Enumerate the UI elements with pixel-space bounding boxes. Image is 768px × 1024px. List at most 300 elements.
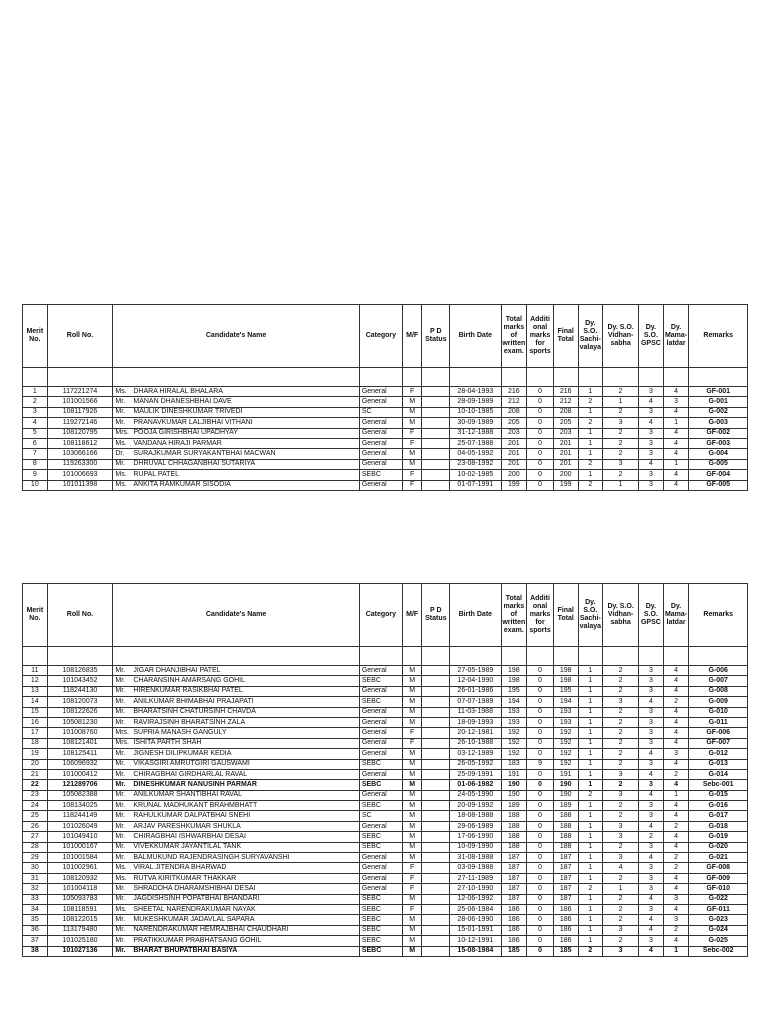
table-row bbox=[23, 925, 748, 935]
cell-total-marks: 203 bbox=[501, 428, 527, 438]
cell-pref-gpsc: 3 bbox=[639, 717, 664, 727]
cell-merit-no: 35 bbox=[23, 915, 48, 925]
cell-total-marks: 201 bbox=[501, 449, 527, 459]
cell-mf: M bbox=[402, 811, 422, 821]
cell-total-marks: 199 bbox=[501, 480, 527, 490]
cell-pref-mamlatdar: 2 bbox=[663, 769, 689, 779]
cell-category: SEBC bbox=[359, 842, 402, 852]
cell-total-marks: 185 bbox=[501, 946, 527, 956]
cell-merit-no: 8 bbox=[23, 459, 48, 469]
cell-pref-vidhansabha: 3 bbox=[603, 459, 639, 469]
cell-category: General bbox=[359, 863, 402, 873]
name-text: RUPAL PATEL bbox=[133, 470, 180, 478]
cell-candidate-name bbox=[113, 717, 359, 727]
cell-roll-no: 108118591 bbox=[47, 904, 113, 914]
cell-category: SEBC bbox=[359, 801, 402, 811]
table-row bbox=[23, 707, 748, 717]
cell-pref-vidhansabha: 3 bbox=[603, 853, 639, 863]
cell-pd-status bbox=[422, 387, 450, 397]
cell-candidate-name bbox=[113, 925, 359, 935]
cell-roll-no: 103066166 bbox=[47, 449, 113, 459]
cell-roll-no: 101000412 bbox=[47, 769, 113, 779]
cell-roll-no: 108125411 bbox=[47, 749, 113, 759]
cell-candidate-name bbox=[113, 407, 359, 417]
cell-pref-sachivalaya: 1 bbox=[578, 769, 603, 779]
cell-birth-date: 29-06-1989 bbox=[450, 821, 501, 831]
cell-pref-vidhansabha: 2 bbox=[603, 686, 639, 696]
cell-mf: M bbox=[402, 915, 422, 925]
cell-pref-sachivalaya: 1 bbox=[578, 936, 603, 946]
name-text: ANILKUMAR SHANTIBHAI RAVAL bbox=[133, 791, 243, 799]
cell-remarks: G-003 bbox=[689, 418, 748, 428]
cell-pref-sachivalaya: 1 bbox=[578, 686, 603, 696]
cell-candidate-name bbox=[113, 842, 359, 852]
cell-pref-mamlatdar: 1 bbox=[663, 418, 689, 428]
cell-roll-no: 101008760 bbox=[47, 728, 113, 738]
cell-remarks: G-001 bbox=[689, 397, 748, 407]
name-text: DHRUVAL CHHAGANBHAI SUTARIYA bbox=[133, 460, 256, 468]
cell-pref-vidhansabha: 2 bbox=[603, 873, 639, 883]
cell-mf: M bbox=[402, 686, 422, 696]
name-title: Mr. bbox=[115, 936, 126, 944]
cell-pref-mamlatdar: 1 bbox=[663, 790, 689, 800]
cell-final-total: 186 bbox=[553, 915, 578, 925]
cell-roll-no: 101001566 bbox=[47, 397, 113, 407]
cell-remarks: G-022 bbox=[689, 894, 748, 904]
cell-merit-no: 26 bbox=[23, 821, 48, 831]
cell-sports-marks: 0 bbox=[527, 790, 554, 800]
cell-pd-status bbox=[422, 459, 450, 469]
cell-pref-mamlatdar: 2 bbox=[663, 925, 689, 935]
cell-pref-vidhansabha: 2 bbox=[603, 936, 639, 946]
cell-total-marks: 187 bbox=[501, 894, 527, 904]
cell-remarks: Sebc-001 bbox=[689, 780, 748, 790]
cell-mf: F bbox=[402, 470, 422, 480]
cell-birth-date: 25-09-1991 bbox=[450, 769, 501, 779]
cell-birth-date: 01-07-1991 bbox=[450, 480, 501, 490]
cell-merit-no: 4 bbox=[23, 418, 48, 428]
name-text: ANILKUMAR BHIMABHAI PRAJAPATI bbox=[133, 697, 254, 705]
cell-pref-mamlatdar: 4 bbox=[663, 832, 689, 842]
cell-pref-gpsc: 3 bbox=[639, 666, 664, 676]
cell-birth-date: 12-04-1990 bbox=[450, 676, 501, 686]
cell-remarks: GF-001 bbox=[689, 387, 748, 397]
cell-mf: M bbox=[402, 790, 422, 800]
cell-merit-no: 20 bbox=[23, 759, 48, 769]
cell-birth-date: 20-09-1992 bbox=[450, 801, 501, 811]
table-row bbox=[23, 438, 748, 448]
cell-birth-date: 25-07-1988 bbox=[450, 438, 501, 448]
cell-final-total: 188 bbox=[553, 821, 578, 831]
cell-pref-sachivalaya: 1 bbox=[578, 853, 603, 863]
name-text: PRANAVKUMAR LALJIBHAI VITHANI bbox=[133, 418, 253, 426]
cell-pref-gpsc: 4 bbox=[639, 769, 664, 779]
cell-category: SEBC bbox=[359, 759, 402, 769]
cell-category: General bbox=[359, 717, 402, 727]
cell-merit-no: 11 bbox=[23, 666, 48, 676]
cell-sports-marks: 0 bbox=[527, 873, 554, 883]
cell-sports-marks: 0 bbox=[527, 418, 554, 428]
cell-remarks: G-021 bbox=[689, 853, 748, 863]
cell-candidate-name bbox=[113, 853, 359, 863]
cell-pd-status bbox=[422, 894, 450, 904]
cell-final-total: 198 bbox=[553, 676, 578, 686]
name-text: ARJAV PARESHKUMAR SHUKLA bbox=[133, 822, 241, 830]
cell-final-total: 187 bbox=[553, 884, 578, 894]
cell-pref-gpsc: 4 bbox=[639, 790, 664, 800]
cell-roll-no: 101011398 bbox=[47, 480, 113, 490]
cell-sports-marks: 0 bbox=[527, 459, 554, 469]
cell-sports-marks: 0 bbox=[527, 666, 554, 676]
cell-candidate-name bbox=[113, 936, 359, 946]
cell-pref-mamlatdar: 4 bbox=[663, 438, 689, 448]
cell-remarks: GF-009 bbox=[689, 873, 748, 883]
cell-merit-no: 7 bbox=[23, 449, 48, 459]
cell-merit-no: 25 bbox=[23, 811, 48, 821]
spacer-row bbox=[23, 368, 748, 387]
cell-mf: F bbox=[402, 904, 422, 914]
cell-pref-vidhansabha: 3 bbox=[603, 769, 639, 779]
header-remarks: Remarks bbox=[689, 305, 748, 368]
name-text: NARENDRAKUMAR HEMRAJBHAI CHAUDHARI bbox=[133, 926, 289, 934]
cell-pref-sachivalaya: 1 bbox=[578, 697, 603, 707]
cell-sports-marks: 0 bbox=[527, 925, 554, 935]
cell-pref-sachivalaya: 1 bbox=[578, 717, 603, 727]
cell-total-marks: 187 bbox=[501, 884, 527, 894]
cell-pref-sachivalaya: 1 bbox=[578, 811, 603, 821]
cell-remarks: G-023 bbox=[689, 915, 748, 925]
cell-candidate-name bbox=[113, 873, 359, 883]
cell-candidate-name bbox=[113, 811, 359, 821]
cell-category: SEBC bbox=[359, 946, 402, 956]
cell-pref-vidhansabha: 2 bbox=[603, 407, 639, 417]
cell-pref-mamlatdar: 4 bbox=[663, 801, 689, 811]
name-text: CHIRAGBHAI ISHWARBHAI DESAI bbox=[133, 832, 246, 840]
cell-birth-date: 24-05-1990 bbox=[450, 790, 501, 800]
cell-pref-vidhansabha: 2 bbox=[603, 738, 639, 748]
cell-merit-no: 6 bbox=[23, 438, 48, 448]
name-title: Mr. bbox=[115, 677, 126, 685]
cell-mf: M bbox=[402, 832, 422, 842]
cell-sports-marks: 0 bbox=[527, 438, 554, 448]
cell-pref-sachivalaya: 1 bbox=[578, 728, 603, 738]
cell-pd-status bbox=[422, 832, 450, 842]
name-title: Ms. bbox=[115, 481, 127, 489]
cell-pref-vidhansabha: 2 bbox=[603, 842, 639, 852]
cell-pref-gpsc: 3 bbox=[639, 936, 664, 946]
header-roll-no: Roll No. bbox=[47, 305, 113, 368]
cell-pref-gpsc: 4 bbox=[639, 925, 664, 935]
cell-remarks: G-010 bbox=[689, 707, 748, 717]
cell-pd-status bbox=[422, 873, 450, 883]
table-row bbox=[23, 407, 748, 417]
cell-total-marks: 189 bbox=[501, 801, 527, 811]
cell-roll-no: 108122626 bbox=[47, 707, 113, 717]
cell-total-marks: 188 bbox=[501, 811, 527, 821]
cell-final-total: 199 bbox=[553, 480, 578, 490]
cell-mf: M bbox=[402, 697, 422, 707]
cell-pref-gpsc: 4 bbox=[639, 821, 664, 831]
cell-candidate-name bbox=[113, 790, 359, 800]
cell-category: SEBC bbox=[359, 894, 402, 904]
cell-birth-date: 25-06-1984 bbox=[450, 904, 501, 914]
cell-pref-sachivalaya: 1 bbox=[578, 925, 603, 935]
cell-final-total: 205 bbox=[553, 418, 578, 428]
cell-birth-date: 27-05-1989 bbox=[450, 666, 501, 676]
cell-candidate-name bbox=[113, 676, 359, 686]
cell-candidate-name bbox=[113, 749, 359, 759]
cell-mf: M bbox=[402, 707, 422, 717]
cell-pd-status bbox=[422, 749, 450, 759]
cell-birth-date: 10-09-1990 bbox=[450, 842, 501, 852]
cell-mf: M bbox=[402, 769, 422, 779]
name-title: Mrs. bbox=[115, 429, 129, 437]
cell-roll-no: 101026049 bbox=[47, 821, 113, 831]
header-roll-no: Roll No. bbox=[47, 584, 113, 647]
cell-roll-no: 101006693 bbox=[47, 470, 113, 480]
cell-mf: M bbox=[402, 459, 422, 469]
cell-merit-no: 31 bbox=[23, 873, 48, 883]
cell-birth-date: 18-08-1988 bbox=[450, 811, 501, 821]
table-row bbox=[23, 459, 748, 469]
cell-pref-gpsc: 3 bbox=[639, 707, 664, 717]
name-text: KRUNAL MADHUKANT BRAHMBHATT bbox=[133, 801, 258, 809]
cell-category: General bbox=[359, 686, 402, 696]
cell-pref-mamlatdar: 4 bbox=[663, 449, 689, 459]
cell-birth-date: 31-08-1988 bbox=[450, 853, 501, 863]
name-text: MAULIK DINESHKUMAR TRIVEDI bbox=[133, 408, 243, 416]
cell-remarks: G-014 bbox=[689, 769, 748, 779]
cell-remarks: GF-011 bbox=[689, 904, 748, 914]
cell-pd-status bbox=[422, 418, 450, 428]
cell-candidate-name bbox=[113, 438, 359, 448]
cell-birth-date: 26-01-1986 bbox=[450, 686, 501, 696]
header-vidhansabha: Dy. S.O. Vidhan-sabha bbox=[603, 305, 639, 368]
cell-pref-sachivalaya: 1 bbox=[578, 801, 603, 811]
cell-final-total: 203 bbox=[553, 428, 578, 438]
cell-pref-sachivalaya: 1 bbox=[578, 894, 603, 904]
cell-pref-gpsc: 3 bbox=[639, 801, 664, 811]
cell-pref-vidhansabha: 2 bbox=[603, 801, 639, 811]
cell-remarks: GF-010 bbox=[689, 884, 748, 894]
cell-pref-vidhansabha: 2 bbox=[603, 915, 639, 925]
name-title: Ms. bbox=[115, 439, 127, 447]
cell-birth-date: 20-12-1981 bbox=[450, 728, 501, 738]
cell-remarks: G-012 bbox=[689, 749, 748, 759]
cell-mf: M bbox=[402, 801, 422, 811]
table-row bbox=[23, 738, 748, 748]
cell-mf: M bbox=[402, 449, 422, 459]
cell-final-total: 186 bbox=[553, 936, 578, 946]
cell-roll-no: 118244149 bbox=[47, 811, 113, 821]
cell-pref-gpsc: 3 bbox=[639, 759, 664, 769]
cell-pref-sachivalaya: 2 bbox=[578, 418, 603, 428]
cell-final-total: 190 bbox=[553, 780, 578, 790]
cell-birth-date: 03-12-1989 bbox=[450, 749, 501, 759]
cell-birth-date: 11-03-1988 bbox=[450, 707, 501, 717]
cell-pref-vidhansabha: 3 bbox=[603, 697, 639, 707]
cell-total-marks: 208 bbox=[501, 407, 527, 417]
cell-final-total: 192 bbox=[553, 728, 578, 738]
cell-roll-no: 108120795 bbox=[47, 428, 113, 438]
name-title: Mr. bbox=[115, 822, 126, 830]
cell-pref-gpsc: 3 bbox=[639, 407, 664, 417]
cell-total-marks: 198 bbox=[501, 676, 527, 686]
cell-final-total: 186 bbox=[553, 925, 578, 935]
cell-pref-sachivalaya: 1 bbox=[578, 407, 603, 417]
cell-pref-gpsc: 3 bbox=[639, 480, 664, 490]
cell-sports-marks: 0 bbox=[527, 717, 554, 727]
cell-merit-no: 38 bbox=[23, 946, 48, 956]
cell-pref-mamlatdar: 4 bbox=[663, 780, 689, 790]
cell-birth-date: 17-06-1990 bbox=[450, 832, 501, 842]
cell-final-total: 187 bbox=[553, 863, 578, 873]
cell-candidate-name bbox=[113, 387, 359, 397]
cell-pd-status bbox=[422, 863, 450, 873]
cell-merit-no: 16 bbox=[23, 717, 48, 727]
cell-category: General bbox=[359, 790, 402, 800]
cell-pd-status bbox=[422, 697, 450, 707]
cell-pref-gpsc: 4 bbox=[639, 459, 664, 469]
cell-birth-date: 01-06-1982 bbox=[450, 780, 501, 790]
cell-remarks: G-006 bbox=[689, 666, 748, 676]
cell-candidate-name bbox=[113, 697, 359, 707]
cell-total-marks: 186 bbox=[501, 936, 527, 946]
cell-mf: M bbox=[402, 717, 422, 727]
cell-candidate-name bbox=[113, 480, 359, 490]
name-title: Mrs. bbox=[115, 739, 129, 747]
cell-pd-status bbox=[422, 449, 450, 459]
cell-pd-status bbox=[422, 759, 450, 769]
cell-total-marks: 187 bbox=[501, 863, 527, 873]
cell-pref-vidhansabha: 1 bbox=[603, 397, 639, 407]
cell-mf: F bbox=[402, 873, 422, 883]
cell-pref-mamlatdar: 4 bbox=[663, 387, 689, 397]
cell-pd-status bbox=[422, 811, 450, 821]
name-title: Mr. bbox=[115, 697, 126, 705]
cell-final-total: 193 bbox=[553, 707, 578, 717]
cell-birth-date: 15-08-1984 bbox=[450, 946, 501, 956]
cell-pref-mamlatdar: 4 bbox=[663, 666, 689, 676]
cell-total-marks: 195 bbox=[501, 686, 527, 696]
cell-merit-no: 21 bbox=[23, 769, 48, 779]
cell-final-total: 191 bbox=[553, 769, 578, 779]
cell-candidate-name bbox=[113, 759, 359, 769]
cell-pd-status bbox=[422, 853, 450, 863]
cell-candidate-name bbox=[113, 801, 359, 811]
cell-final-total: 188 bbox=[553, 842, 578, 852]
name-title: Mr. bbox=[115, 832, 126, 840]
cell-mf: F bbox=[402, 387, 422, 397]
header-mf: M/F bbox=[402, 584, 422, 647]
cell-sports-marks: 0 bbox=[527, 811, 554, 821]
cell-total-marks: 186 bbox=[501, 904, 527, 914]
header-mamlatdar: Dy. Mama-latdar bbox=[663, 584, 689, 647]
cell-sports-marks: 0 bbox=[527, 904, 554, 914]
cell-category: General bbox=[359, 707, 402, 717]
cell-merit-no: 36 bbox=[23, 925, 48, 935]
cell-pref-vidhansabha: 3 bbox=[603, 418, 639, 428]
cell-pref-gpsc: 2 bbox=[639, 832, 664, 842]
cell-roll-no: 105082388 bbox=[47, 790, 113, 800]
cell-pref-mamlatdar: 2 bbox=[663, 697, 689, 707]
table-row bbox=[23, 894, 748, 904]
cell-merit-no: 13 bbox=[23, 686, 48, 696]
cell-remarks: G-004 bbox=[689, 449, 748, 459]
cell-pref-sachivalaya: 1 bbox=[578, 915, 603, 925]
cell-pref-vidhansabha: 2 bbox=[603, 666, 639, 676]
cell-category: General bbox=[359, 449, 402, 459]
cell-pd-status bbox=[422, 728, 450, 738]
table-row bbox=[23, 915, 748, 925]
cell-pref-mamlatdar: 4 bbox=[663, 904, 689, 914]
cell-pref-gpsc: 3 bbox=[639, 811, 664, 821]
cell-pref-sachivalaya: 2 bbox=[578, 459, 603, 469]
spacer-row bbox=[23, 647, 748, 666]
cell-pref-mamlatdar: 4 bbox=[663, 936, 689, 946]
cell-candidate-name bbox=[113, 769, 359, 779]
cell-pref-sachivalaya: 2 bbox=[578, 480, 603, 490]
cell-pref-vidhansabha: 3 bbox=[603, 821, 639, 831]
header-vidhansabha: Dy. S.O. Vidhan-sabha bbox=[603, 584, 639, 647]
cell-merit-no: 32 bbox=[23, 884, 48, 894]
cell-merit-no: 29 bbox=[23, 853, 48, 863]
name-title: Ms. bbox=[115, 470, 127, 478]
cell-remarks: G-005 bbox=[689, 459, 748, 469]
cell-category: General bbox=[359, 397, 402, 407]
cell-pref-gpsc: 3 bbox=[639, 904, 664, 914]
table-row bbox=[23, 811, 748, 821]
table-row bbox=[23, 676, 748, 686]
table-row bbox=[23, 801, 748, 811]
cell-category: SEBC bbox=[359, 936, 402, 946]
cell-remarks: G-013 bbox=[689, 759, 748, 769]
header-pd-status: P D Status bbox=[422, 584, 450, 647]
cell-pd-status bbox=[422, 686, 450, 696]
table-row bbox=[23, 428, 748, 438]
cell-total-marks: 186 bbox=[501, 915, 527, 925]
cell-pref-mamlatdar: 4 bbox=[663, 470, 689, 480]
cell-mf: M bbox=[402, 894, 422, 904]
cell-remarks: G-011 bbox=[689, 717, 748, 727]
cell-category: SEBC bbox=[359, 904, 402, 914]
header-mf: M/F bbox=[402, 305, 422, 368]
cell-remarks: G-025 bbox=[689, 936, 748, 946]
name-text: MANAN DHANESHBHAI DAVE bbox=[133, 398, 232, 406]
cell-pref-vidhansabha: 2 bbox=[603, 387, 639, 397]
cell-birth-date: 03-09-1988 bbox=[450, 863, 501, 873]
cell-category: General bbox=[359, 821, 402, 831]
cell-pref-mamlatdar: 4 bbox=[663, 480, 689, 490]
name-title: Mr. bbox=[115, 749, 126, 757]
cell-pref-vidhansabha: 4 bbox=[603, 863, 639, 873]
cell-final-total: 190 bbox=[553, 790, 578, 800]
name-text: VIVEKKUMAR JAYANTILAL TANK bbox=[133, 843, 242, 851]
cell-roll-no: 101002961 bbox=[47, 863, 113, 873]
name-title: Mr. bbox=[115, 916, 126, 924]
cell-roll-no: 106096932 bbox=[47, 759, 113, 769]
name-text: ANKITA RAMKUMAR SISODIA bbox=[133, 481, 231, 489]
cell-final-total: 192 bbox=[553, 749, 578, 759]
cell-remarks: GF-008 bbox=[689, 863, 748, 873]
cell-pref-gpsc: 4 bbox=[639, 418, 664, 428]
table-row bbox=[23, 936, 748, 946]
cell-pd-status bbox=[422, 438, 450, 448]
cell-candidate-name bbox=[113, 780, 359, 790]
cell-total-marks: 183 bbox=[501, 759, 527, 769]
cell-candidate-name bbox=[113, 884, 359, 894]
name-title: Mr. bbox=[115, 666, 126, 674]
